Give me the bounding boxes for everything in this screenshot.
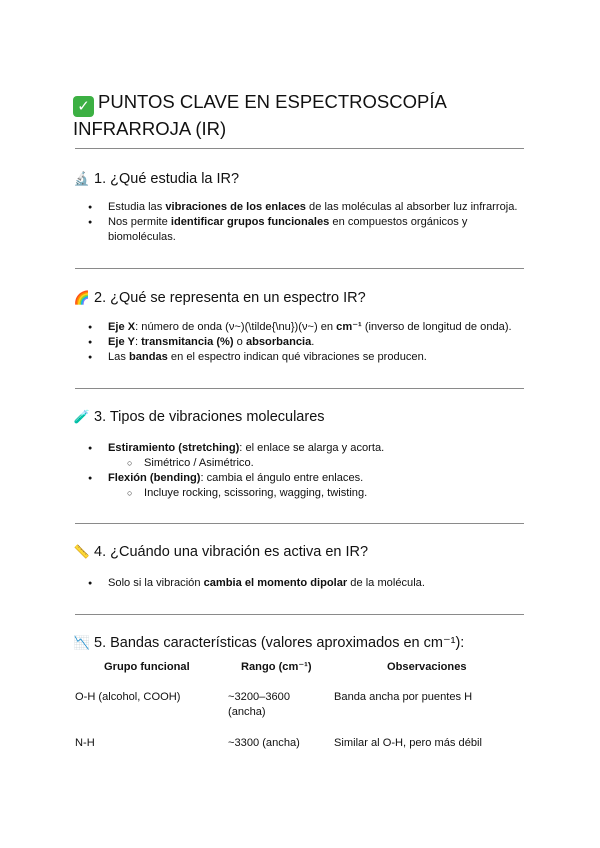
table-cell: ~3300 (ancha) <box>228 737 300 749</box>
section-4-list <box>0 576 523 591</box>
section-3-heading: 🧪 3. Tipos de vibraciones moleculares <box>73 409 325 425</box>
list-item: ● Solo si la vibración cambia el momento dipolar de la molécula. <box>0 576 523 591</box>
section-2-list <box>0 320 523 365</box>
microscope-icon: 🔬 <box>73 171 91 186</box>
table-cell: ~3200–3600 (ancha) <box>228 691 291 718</box>
divider <box>75 614 524 615</box>
table-cell: Banda ancha por puentes H <box>334 691 473 703</box>
sub-list-item: ○ Incluye rocking, scissoring, wagging, twisting. <box>0 486 524 501</box>
list-item: ● Estudia las vibraciones de los enlaces de las moléculas al absorber luz infrarroja. <box>0 200 523 215</box>
divider <box>75 388 524 389</box>
divider <box>75 268 524 269</box>
section-4-heading: 📏 4. ¿Cuándo una vibración es activa en IR? <box>73 544 369 560</box>
table-header: Observaciones <box>387 661 467 673</box>
document-title <box>73 90 533 141</box>
chart-down-icon: 📉 <box>73 635 91 650</box>
section-2-heading: 🌈 2. ¿Qué se representa en un espectro IR? <box>73 290 366 306</box>
list-item: ● Flexión (bending): cambia el ángulo entre enlaces. <box>0 471 523 486</box>
sub-list-item: ○ Simétrico / Asimétrico. <box>0 456 524 471</box>
divider <box>75 523 524 524</box>
list-item: ● Eje Y: transmitancia (%) o absorbancia. <box>0 335 523 350</box>
check-icon: ✓ <box>73 96 94 117</box>
title-text: PUNTOS CLAVE EN ESPECTROSCOPÍA INFRARROJA (IR) <box>73 91 446 139</box>
divider <box>75 148 524 149</box>
table-cell: N-H <box>75 737 95 749</box>
table-cell: Similar al O-H, pero más débil <box>334 737 482 749</box>
section-1-heading: 🔬 1. ¿Qué estudia la IR? <box>73 171 240 187</box>
section-1-list <box>0 200 523 245</box>
ruler-icon: 📏 <box>73 544 91 559</box>
table-header: Rango (cm⁻¹) <box>241 661 312 673</box>
section-3-list <box>0 441 524 501</box>
test-tube-icon: 🧪 <box>73 409 91 424</box>
list-item: ● Las bandas en el espectro indican qué vibraciones se producen. <box>0 350 523 365</box>
table-cell: O-H (alcohol, COOH) <box>75 691 181 703</box>
list-item: ● Estiramiento (stretching): el enlace se alarga y acorta. <box>0 441 523 456</box>
list-item: ● Nos permite identificar grupos funcionales en compuestos orgánicos y biomoléculas. <box>0 215 523 245</box>
section-5-heading: 📉 5. Bandas características (valores aproximados en cm⁻¹): <box>73 635 465 651</box>
list-item: ● Eje X: número de onda (ν~)(\tilde{\nu})(ν~) en cm⁻¹ (inverso de longitud de onda). <box>0 320 523 335</box>
table-header: Grupo funcional <box>104 661 190 673</box>
rainbow-icon: 🌈 <box>73 290 91 305</box>
